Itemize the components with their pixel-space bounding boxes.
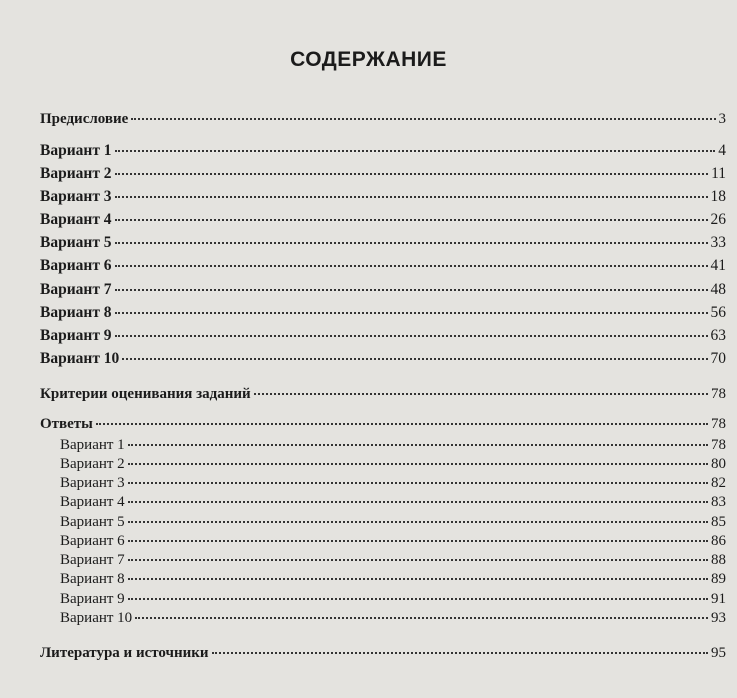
toc-entry-page: 26 <box>710 211 726 228</box>
toc-entry-label: Вариант 5 <box>60 514 125 530</box>
toc-entry-criteria <box>40 385 726 403</box>
toc-entry-page: 4 <box>718 142 726 159</box>
toc-entry-page: 83 <box>711 494 726 510</box>
toc-entry-page: 56 <box>710 304 726 321</box>
toc-leader-dots <box>128 577 708 580</box>
toc-leader-dots <box>115 311 708 314</box>
toc-entry-label: Вариант 7 <box>60 552 125 568</box>
toc-entry-page: 82 <box>711 475 726 491</box>
toc-entry-label: Вариант 4 <box>40 211 112 228</box>
toc-entry-label: Вариант 10 <box>40 350 120 367</box>
toc-entry-variant <box>40 165 726 183</box>
toc-subentry-variant <box>60 532 726 550</box>
toc-subentry-variant <box>60 493 726 511</box>
toc-entry-page: 89 <box>711 571 726 587</box>
toc-entry-page: 78 <box>711 437 726 453</box>
toc-leader-dots <box>128 462 708 465</box>
toc-entry-variant <box>40 142 726 160</box>
toc-leader-dots <box>96 422 708 425</box>
toc-entry-literature <box>40 644 726 662</box>
toc-entry-page: 11 <box>711 165 726 182</box>
toc-entry-page: 88 <box>711 552 726 568</box>
toc-leader-dots <box>131 117 715 120</box>
toc-entry-label: Вариант 6 <box>60 533 125 549</box>
toc-leader-dots <box>128 558 708 561</box>
toc-leader-dots <box>128 443 708 446</box>
toc-leader-dots <box>122 357 707 360</box>
toc-leader-dots <box>128 539 708 542</box>
toc-entry-page: 78 <box>711 386 726 402</box>
toc-entry-label: Литература и источники <box>40 645 209 661</box>
toc-leader-dots <box>115 218 708 221</box>
toc-leader-dots <box>115 264 708 267</box>
toc-entry-answers <box>40 415 726 433</box>
toc-entry-label: Вариант 4 <box>60 494 125 510</box>
toc-entry-page: 95 <box>711 645 726 661</box>
toc-entry-page: 3 <box>718 111 726 127</box>
toc-subentry-variant <box>60 455 726 473</box>
toc-entry-label: Вариант 3 <box>60 475 125 491</box>
page-title: СОДЕРЖАНИЕ <box>290 48 447 71</box>
toc-subentry-variant <box>60 474 726 492</box>
toc-leader-dots <box>115 288 708 291</box>
toc-entry-page: 86 <box>711 533 726 549</box>
toc-leader-dots <box>254 392 708 395</box>
toc-leader-dots <box>128 500 708 503</box>
toc-entry-variant <box>40 211 726 229</box>
toc-entry-page: 18 <box>710 188 726 205</box>
toc-leader-dots <box>128 520 708 523</box>
toc-entry-label: Предисловие <box>40 111 129 127</box>
toc-entry-page: 78 <box>711 416 726 432</box>
toc-entry-variant <box>40 188 726 206</box>
toc-entry-preface <box>40 110 726 128</box>
toc-entry-label: Вариант 9 <box>60 591 125 607</box>
toc-entry-label: Критерии оценивания заданий <box>40 386 251 402</box>
toc-entry-label: Вариант 8 <box>40 304 112 321</box>
toc-entry-label: Вариант 2 <box>60 456 125 472</box>
toc-subentry-variant <box>60 570 726 588</box>
toc-entry-page: 33 <box>710 234 726 251</box>
toc-subentry-variant <box>60 590 726 608</box>
toc-entry-label: Вариант 2 <box>40 165 112 182</box>
toc-subentry-variant <box>60 513 726 531</box>
toc-entry-label: Вариант 6 <box>40 257 112 274</box>
toc-entry-page: 80 <box>711 456 726 472</box>
toc-entry-page: 63 <box>710 327 726 344</box>
toc-entry-page: 91 <box>711 591 726 607</box>
toc-entry-variant <box>40 281 726 299</box>
toc-entry-page: 93 <box>711 610 726 626</box>
toc-leader-dots <box>115 241 708 244</box>
toc-entry-variant <box>40 257 726 275</box>
toc-entry-label: Вариант 1 <box>40 142 112 159</box>
toc-entry-label: Вариант 9 <box>40 327 112 344</box>
toc-leader-dots <box>128 481 708 484</box>
toc-entry-page: 41 <box>710 257 726 274</box>
toc-leader-dots <box>128 597 708 600</box>
toc-leader-dots <box>212 651 708 654</box>
toc-leader-dots <box>115 172 709 175</box>
toc-entry-label: Вариант 7 <box>40 281 112 298</box>
toc-entry-label: Вариант 3 <box>40 188 112 205</box>
toc-entry-page: 48 <box>710 281 726 298</box>
toc-subentry-variant <box>60 436 726 454</box>
toc-leader-dots <box>135 616 708 619</box>
toc-entry-label: Вариант 10 <box>60 610 133 626</box>
toc-leader-dots <box>115 195 708 198</box>
toc-subentry-variant <box>60 551 726 569</box>
toc-leader-dots <box>115 334 708 337</box>
toc-subentry-variant <box>60 609 726 627</box>
toc-entry-variant <box>40 350 726 368</box>
toc-entry-variant <box>40 304 726 322</box>
toc-entry-page: 70 <box>710 350 726 367</box>
toc-entry-label: Ответы <box>40 416 93 432</box>
toc-entry-page: 85 <box>711 514 726 530</box>
toc-entry-variant <box>40 327 726 345</box>
toc-entry-label: Вариант 5 <box>40 234 112 251</box>
toc-entry-label: Вариант 1 <box>60 437 125 453</box>
toc-entry-label: Вариант 8 <box>60 571 125 587</box>
toc-entry-variant <box>40 234 726 252</box>
toc-leader-dots <box>115 149 716 152</box>
